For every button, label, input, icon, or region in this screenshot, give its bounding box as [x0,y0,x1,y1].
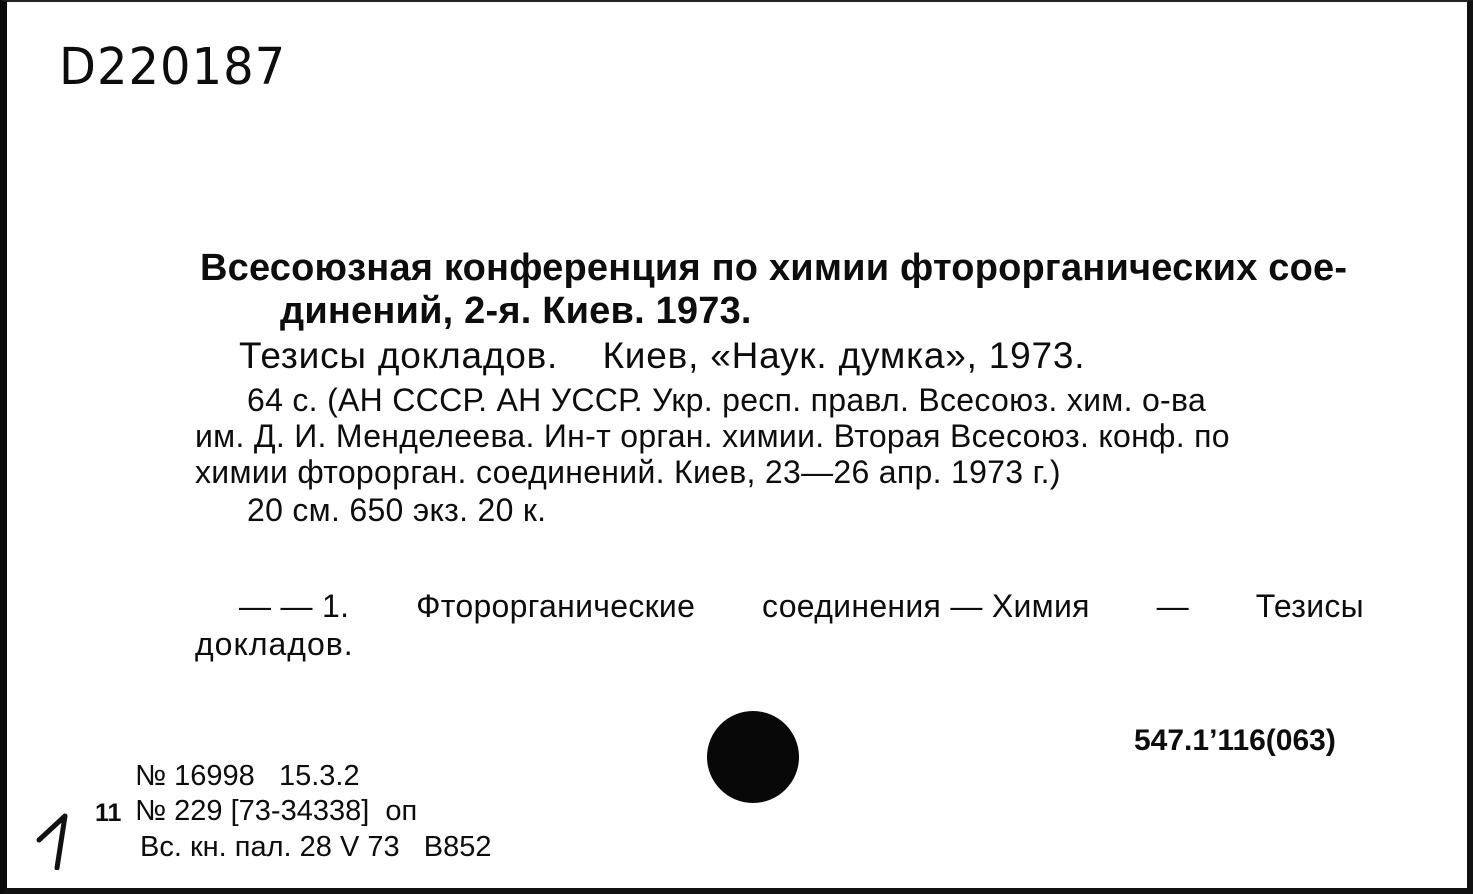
subtitle: Тезисы докладов. Киев, «Наук. думка», 1973. [239,335,1086,376]
subject-headings [239,588,1364,625]
heading-line-2: динений, 2-я. Киев. 1973. [280,290,752,332]
registry-line-3: Вс. кн. пал. 28 V 73 В852 [140,831,492,863]
description-line-2: им. Д. И. Менделеева. Ин-т орган. химии. Вторая Всесоюз. конф. по [195,418,1230,454]
punch-hole [707,711,799,803]
udc-index: 547.1’116(063) [1134,724,1336,757]
description-line-1: 64 с. (АН СССР. АН УССР. Укр. респ. правл. Всесоюз. хим. о-ва [247,382,1207,418]
shelfmark: D220187 [59,38,287,97]
subject-term-2: соединения — Химия [762,588,1090,624]
registry-prefix: 11 [95,799,122,827]
subject-dash: — [1156,588,1189,624]
registry-line-1: № 16998 15.3.2 [135,760,360,792]
subject-term-1: Фторорганические [416,588,696,624]
subject-term-3: Тезисы [1255,588,1364,624]
description-line-4: 20 см. 650 экз. 20 к. [247,492,547,528]
description-line-3: химии фторорган. соединений. Киев, 23—26 апр. 1973 г.) [195,454,1061,490]
registry-line-2: № 229 [73-34338] оп [135,795,418,827]
heading-line-1: Всесоюзная конференция по химии фторорганических сое- [200,247,1348,289]
subject-line-2: докладов. [195,626,354,662]
handwritten-mark [35,810,79,870]
subject-number: — — 1. [239,588,350,624]
